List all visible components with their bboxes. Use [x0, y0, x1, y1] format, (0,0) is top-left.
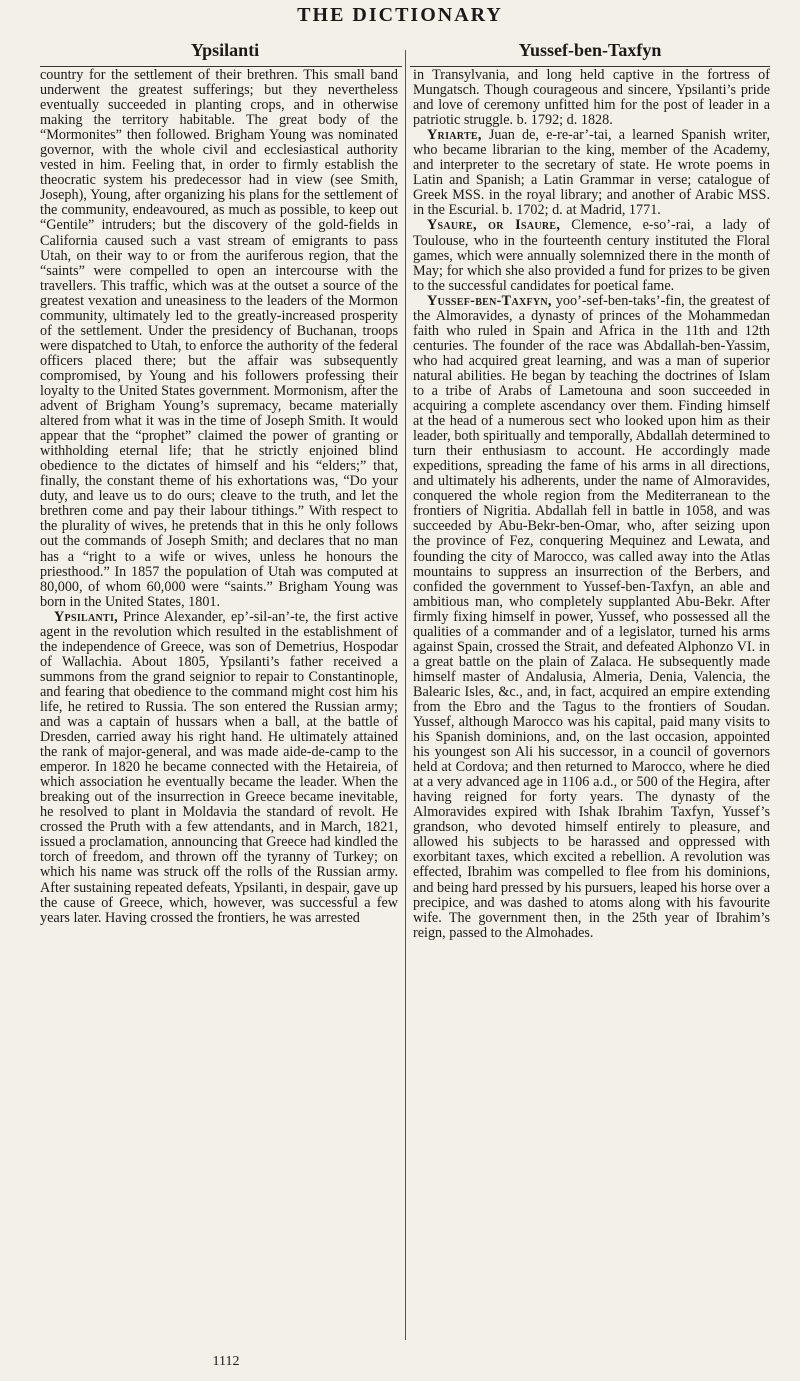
right-head-rule: [410, 66, 770, 67]
book-title: THE DICTIONARY: [297, 4, 503, 26]
entry-headword: Yussef-ben-Taxfyn,: [427, 292, 552, 309]
entry-headword: Ysaure, or Isaure,: [427, 217, 561, 234]
entry-paragraph: [413, 294, 770, 941]
left-column: [40, 68, 398, 1358]
right-running-head: Yussef-ben-Taxfyn: [518, 40, 662, 60]
entry-paragraph: [413, 68, 770, 128]
entry-text: Juan de, e-re-ar’-tai, a learned Spanish writer, who became librarian to the king, member of the Academy, and interpreter to the secretary of state. He wrote poems in Latin and Spanish; a Latin Grammar in verse; catalogue of Greek MSS. in the royal library; and another of Arabic MSS. in the Escurial. b. 1702; d. at Madrid, 1771.: [413, 127, 770, 219]
entry-paragraph: [40, 610, 398, 926]
entry-headword: Yriarte,: [427, 127, 482, 144]
entry-text: country for the settlement of their brethren. This small band underwent the greatest sufferings; but they nevertheless eventually succeeded in planting crops, and in otherwise making the territory habitable. The great body of the “Mormonites” then followed. Brigham Young was nominated governor, with the whole civil and ecclesiastical authority vested in him. Feeling that, in order to firmly establish the theocratic system his predecessor had in view (see Smith, Joseph), Young, after organizing his plans for the settlement of the community, endeavoured, as much as possible, to keep out “Gentile” intruders; but the discovery of the gold-fields in California caused such a vast stream of emigrants to pass Utah, on their way to or from the auriferous region, that the “saints” were compelled to open an intercourse with the travellers. This traffic, which was at the outset a source of the greatest vexation and uneasiness to the leaders of the Mormon community, ultimately led to the greatly-increased prosperity of the settlement. Under the presidency of Buchanan, troops were dispatched to Utah, to enforce the authority of the federal officers placed there; but the affair was subsequently compromised, by Young and his followers professing their loyalty to the United States government. Mormonism, after the advent of Brigham Young’s supremacy, became materially altered from what it was in the time of Joseph Smith. It would appear that the “prophet” claimed the power of granting or withholding eternal life; that he strictly enjoined blind obedience to the dictates of himself and his “elders;” that, finally, the constant theme of his exhortations was, “Do your duty, and leave us to do ours; cleave to the truth, and let the brethren come and pay their labour tithings.” With respect to the plurality of wives, he pretends that in this he only follows out the commands of Joseph Smith; and declares that no man has a “right to a wife or wives, unless he honours the priesthood.” In 1857 the population of Utah was computed at 80,000, of whom 60,000 were “saints.” Brigham Young was born in the United States, 1801.: [40, 68, 398, 610]
left-running-head: Ypsilanti: [190, 40, 260, 60]
page-header: [0, 4, 800, 34]
right-column: [413, 68, 770, 1368]
entry-text: Clemence, e-so’-rai, a lady of Toulouse, who in the fourteenth century instituted the Floral games, which were annually solemnized there in the month of May; for which she also provided a fund for prizes to be given to the successful candidates for poetical fame.: [413, 217, 770, 294]
page-number: 1112: [212, 1354, 240, 1369]
entry-headword: Ypsilanti,: [54, 608, 119, 625]
entry-paragraph: [413, 218, 770, 293]
entry-text: Prince Alexander, ep’-sil-an’-te, the first active agent in the revolution which resulted in the establishment of the independence of Greece, was son of Demetrius, Hospodar of Wallachia. About 1805, Ypsilanti’s father received a summons from the grand seignior to repair to Constantinople, and fearing that obedience to the command might cost him his life, he retired to Russia. The son entered the Russian army; and was a captain of hussars when a ball, at the battle of Dresden, carried away his right hand. He ultimately attained the rank of major-general, and was made aide-de-camp to the emperor. In 1820 he became connected with the Hetaireia, of which association he eventually became the leader. When the breaking out of the insurrection in Greece became inevitable, he resolved to plant in Moldavia the standard of revolt. He crossed the Pruth with a few attendants, and in March, 1821, issued a proclamation, announcing that Greece had kindled the torch of freedom, and thrown off the tyranny of Turkey; on which his name was struck off the rolls of the Russian army. After sustaining repeated defeats, Ypsilanti, in despair, gave up the cause of Greece, which, however, was successful a few years later. Having crossed the frontiers, he was arrested: [40, 608, 398, 926]
left-head-rule: [40, 66, 402, 67]
entry-paragraph: [40, 68, 398, 610]
entry-text: in Transylvania, and long held captive in the fortress of Mungatsch. Though courageous and sincere, Ypsilanti’s pride and love of ceremony unfitted him for the post of leader in a patriotic struggle. b. 1792; d. 1828.: [413, 68, 770, 129]
entry-paragraph: [413, 128, 770, 218]
column-divider: [405, 50, 406, 1340]
entry-text: yoo’-sef-ben-taks’-fin, the greatest of the Almoravides, a dynasty of princes of the Mohammedan faith who ruled in Spain and Africa in the 11th and 12th centuries. The founder of the race was Abdallah-ben-Yassim, who had acquired great learning, and was a man of superior natural abilities. He began by teaching the doctrines of Islam to a tribe of Arabs of Lametouna and soon succeeded in acquiring a complete ascendancy over them. Finding himself at the head of a numerous sect who looked upon him as their leader, both spiritually and temporally, Abdallah determined to turn their enthusiasm to account. He accordingly made expeditions, spreading the fame of his arms in all directions, and ultimately his adherents, under the name of Almoravides, conquered the whole region from the Mediterranean to the frontiers of Nigritia. Abdallah fell in battle in 1058, and was succeeded by Abu-Bekr-ben-Omar, who, after seizing upon the province of Fez, conquering Mequinez and Lewata, and founding the city of Marocco, was called away into the Atlas mountains to suppress an insurrection of the Berbers, and confided the government to Yussef-ben-Taxfyn, an able and ambitious man, who completely supplanted Abu-Bekr. After firmly fixing himself in power, Yussef, who possessed all the qualities of a commander and of a legislator, turned his arms against Spain, crossed the Strait, and defeated Alphonzo VI. in a great battle on the plain of Zalaca. He subsequently made himself master of Andalusia, Almeria, Denia, Valencia, the Balearic Isles, &c., and, in fact, acquired an empire extending from the Ebro and the Tagus to the frontiers of Soudan. Yussef, although Marocco was his capital, paid many visits to his Spanish dominions, and, on the last occasion, appointed his youngest son Ali his successor, in a council of governors held at Cordova; and then returned to Marocco, where he died at a very advanced age in 1106 a.d., or 500 of the Hegira, after having reigned for forty years. The dynasty of the Almoravides expired with Ishak Ibrahim Taxfyn, Yussef’s grandson, who devoted himself entirely to pleasure, and allowed his subjects to be harassed and oppressed with exorbitant taxes, which excited a rebellion. A revolution was effected, Ibrahim was compelled to flee from his dominions, and being hard pressed by his pursuers, leaped his horse over a precipice, and was dashed to atoms along with his favourite wife. The government then, in the 25th year of Ibrahim’s reign, passed to the Almohades.: [413, 292, 770, 941]
